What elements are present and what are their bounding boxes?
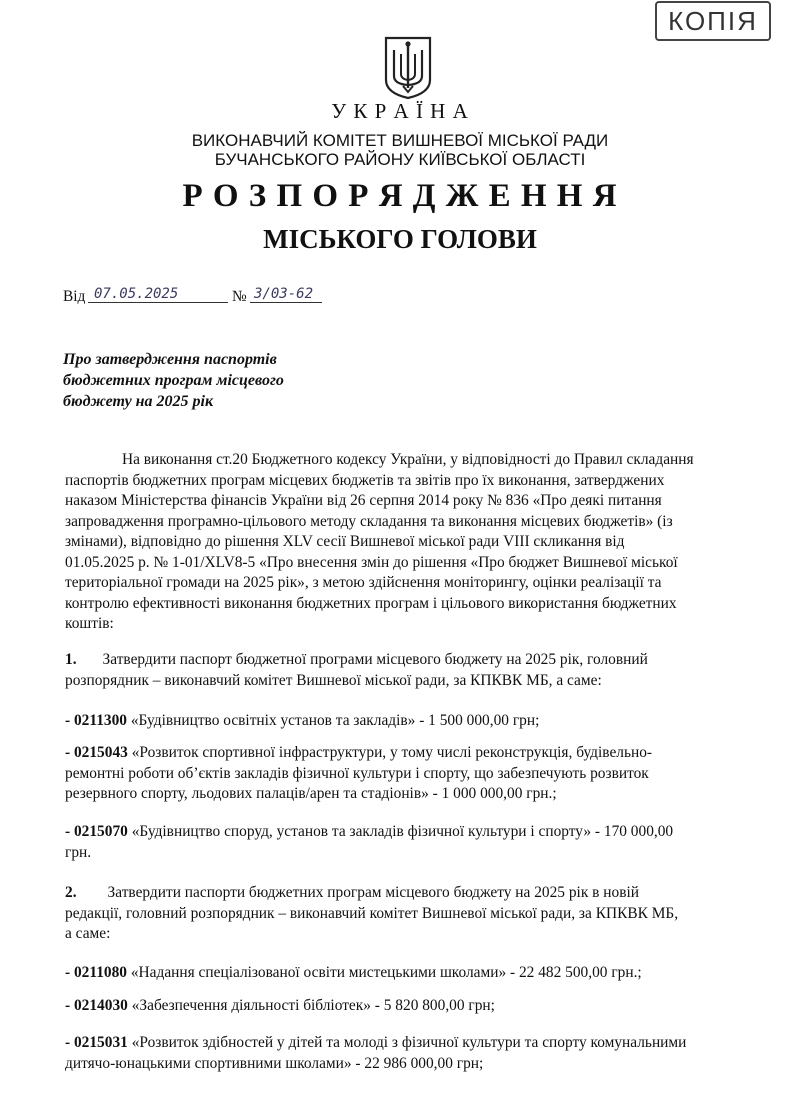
kpkvk-item <box>65 743 765 805</box>
org-name-line1: ВИКОНАВЧИЙ КОМІТЕТ ВИШНЕВОЇ МІСЬКОЇ РАДИ <box>191 131 609 150</box>
section-number: 1. <box>65 651 77 668</box>
kpkvk-text: грн. <box>65 843 92 861</box>
subject-line: Про затвердження паспортів <box>63 351 277 368</box>
coat-of-arms-icon <box>383 36 433 100</box>
kpkvk-text: резервного спорту, льодових палаців/арен та стадіонів» - 1 000 000,00 грн.; <box>65 785 557 802</box>
subject-line: бюджету на 2025 рік <box>63 393 214 410</box>
number-value: 3/03-62 <box>254 286 314 302</box>
intro-line: змінами), відповідно до рішення XLV сесії Вишневої міської ради VIII скликання від <box>65 533 625 550</box>
kpkvk-text: дитячо-юнацькими спортивними школами» - 22 986 000,00 грн; <box>65 1054 484 1072</box>
intro-line: 01.05.2025 р. № 1-01/XLV8-5 «Про внесення змін до рішення «Про бюджет Вишневої міської <box>65 553 678 571</box>
kpkvk-text: «Будівництво освітніх установ та закладів» - 1 500 000,00 грн; <box>130 712 540 729</box>
kpkvk-text: «Розвиток здібностей у дітей та молоді з фізичної культури та спорту комунальними <box>131 1034 687 1051</box>
copy-stamp: КОПІЯ <box>655 1 771 41</box>
kpkvk-code: - 0214030 <box>65 997 128 1014</box>
number-underline <box>250 302 322 303</box>
intro-line: територіальної громади на 2025 рік», з метою здійснення моніторингу, оцінки реалізації та <box>65 574 662 591</box>
intro-line: На виконання ст.20 Бюджетного кодексу України, у відповідності до Правил складання <box>122 451 694 468</box>
intro-line: паспортів бюджетних програм місцевих бюджетів та звітів про їх виконання, затверджених <box>65 471 665 489</box>
kpkvk-text: «Будівництво споруд, установ та закладів фізичної культури і спорту» - 170 000,00 <box>131 823 674 840</box>
section-text: Затвердити паспорт бюджетної програми місцевого бюджету на 2025 рік, головний <box>102 651 648 668</box>
intro-line: контролю ефективності виконання бюджетних програм і цільового використання бюджетних <box>65 594 677 612</box>
org-name-line2: БУЧАНСЬКОГО РАЙОНУ КИЇВСЬКОЇ ОБЛАСТІ <box>214 150 586 169</box>
kpkvk-text: «Розвиток спортивної інфраструктури, у тому числі реконструкція, будівельно- <box>131 744 653 761</box>
date-value: 07.05.2025 <box>94 286 179 302</box>
kpkvk-item <box>65 996 765 1017</box>
intro-line: наказом Міністерства фінансів України від 26 серпня 2014 року № 836 «Про деякі питання <box>65 492 662 509</box>
section-text: а саме: <box>65 925 111 942</box>
document-subtype: МІСЬКОГО ГОЛОВИ <box>263 224 537 254</box>
kpkvk-item <box>65 1033 765 1074</box>
section-text: Затвердити паспорти бюджетних програм місцевого бюджету на 2025 рік в новій <box>107 884 639 901</box>
section-1 <box>65 650 765 691</box>
kpkvk-code: - 0215070 <box>65 823 128 840</box>
section-text: розпорядник – виконавчий комітет Вишневої міської ради, за КПКВК МБ, а саме: <box>65 671 602 689</box>
kpkvk-item <box>65 963 765 984</box>
document-type: Р О З П О Р Я Д Ж Е Н Н Я <box>182 178 618 214</box>
section-number: 2. <box>65 884 77 901</box>
section-text: редакції, головний розпорядник – виконавчий комітет Вишневої міської ради, за КПКВК МБ, <box>65 904 679 922</box>
subject-line: бюджетних програм місцевого <box>63 372 284 389</box>
kpkvk-text: «Надання спеціалізованої освіти мистецькими школами» - 22 482 500,00 грн.; <box>130 964 642 981</box>
subject <box>63 349 284 412</box>
kpkvk-text: ремонтні роботи об’єктів закладів фізичної культури і спорту, що забезпечують розвиток <box>65 764 649 782</box>
kpkvk-code: - 0211300 <box>65 712 127 729</box>
kpkvk-item <box>65 822 765 863</box>
kpkvk-item <box>65 711 765 732</box>
kpkvk-code: - 0215031 <box>65 1034 128 1051</box>
intro-line: коштів: <box>65 615 114 632</box>
date-underline <box>88 302 228 303</box>
date-label: Від <box>63 288 86 305</box>
kpkvk-code: - 0215043 <box>65 744 128 761</box>
intro-paragraph <box>65 450 765 635</box>
number-label: № <box>232 288 247 305</box>
country-title: У К Р А Ї Н А <box>331 99 469 123</box>
intro-line: запровадження програмно-цільового методу складання та виконання місцевих бюджетів» (із <box>65 512 673 530</box>
kpkvk-code: - 0211080 <box>65 964 127 981</box>
section-2 <box>65 883 765 945</box>
kpkvk-text: «Забезпечення діяльності бібліотек» - 5 820 800,00 грн; <box>131 997 495 1014</box>
